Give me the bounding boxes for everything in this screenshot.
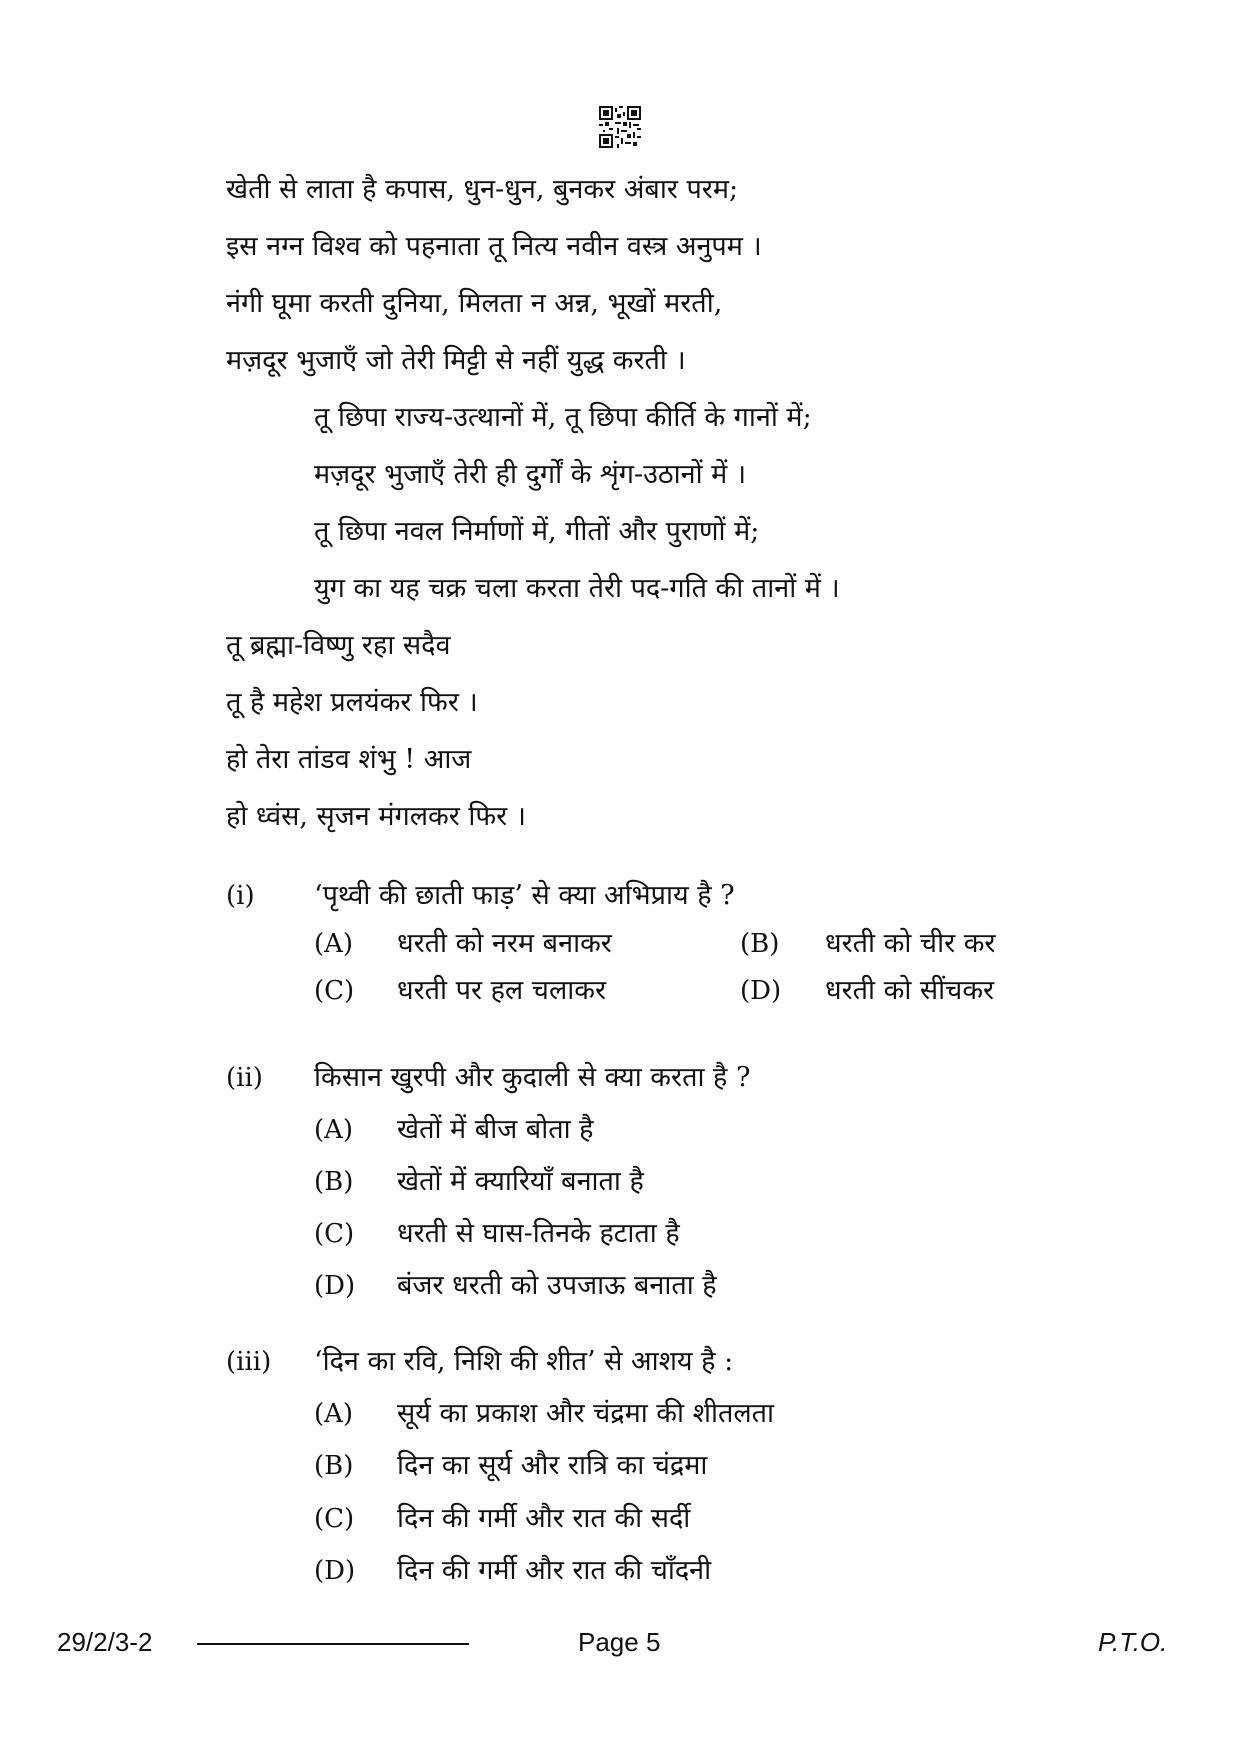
- question-number: (iii): [226, 1347, 272, 1377]
- option-label: (C): [314, 1219, 355, 1249]
- poem-line: मज़दूर भुजाएँ तेरी ही दुर्गों के शृंग-उठानों में ।: [314, 459, 747, 490]
- option-label: (D): [314, 1271, 356, 1301]
- poem-line: तू छिपा राज्य-उत्थानों में, तू छिपा कीर्ति के गानों में;: [314, 402, 812, 433]
- option-label: (B): [740, 929, 780, 959]
- option-text: धरती से घास-तिनके हटाता है: [397, 1218, 680, 1249]
- option-text: सूर्य का प्रकाश और चंद्रमा की शीतलता: [397, 1398, 775, 1429]
- option-text: बंजर धरती को उपजाऊ बनाता है: [397, 1270, 717, 1301]
- footer-divider: [197, 1643, 469, 1645]
- poem-line: खेती से लाता है कपास, धुन-धुन, बुनकर अंबार परम;: [226, 174, 739, 205]
- please-turn-over: P.T.O.: [1098, 1627, 1168, 1657]
- question-text: ‘पृथ्वी की छाती फाड़’ से क्या अभिप्राय है ?: [314, 880, 735, 911]
- qr-code-icon: [599, 106, 641, 148]
- poem-line: तू छिपा नवल निर्माणों में, गीतों और पुराणों में;: [314, 516, 760, 547]
- option-text: खेतों में बीज बोता है: [397, 1114, 594, 1145]
- option-label: (C): [314, 976, 355, 1006]
- question-text: किसान खुरपी और कुदाली से क्या करता है ?: [314, 1062, 751, 1093]
- option-text: खेतों में क्यारियाँ बनाता है: [397, 1166, 644, 1197]
- question-number: (ii): [226, 1063, 263, 1093]
- option-text: दिन का सूर्य और रात्रि का चंद्रमा: [397, 1450, 708, 1481]
- option-text: दिन की गर्मी और रात की चाँदनी: [397, 1555, 712, 1586]
- option-label: (B): [314, 1451, 354, 1481]
- question-number: (i): [226, 881, 255, 911]
- poem-line: युग का यह चक्र चला करता तेरी पद-गति की तानों में ।: [314, 573, 840, 604]
- page-number: Page 5: [578, 1627, 661, 1657]
- option-label: (A): [314, 929, 354, 959]
- option-label: (A): [314, 1399, 354, 1429]
- option-text: धरती को सींचकर: [825, 975, 995, 1006]
- poem-line: नंगी घूमा करती दुनिया, मिलता न अन्न, भूखों मरती,: [226, 288, 723, 319]
- option-label: (C): [314, 1504, 355, 1534]
- option-label: (D): [740, 976, 782, 1006]
- option-text: दिन की गर्मी और रात की सर्दी: [397, 1503, 691, 1534]
- option-text: धरती को नरम बनाकर: [397, 928, 612, 959]
- poem-line: हो ध्वंस, सृजन मंगलकर फिर ।: [226, 801, 527, 832]
- option-label: (B): [314, 1167, 354, 1197]
- poem-line: मज़दूर भुजाएँ जो तेरी मिट्टी से नहीं युद्ध करती ।: [226, 345, 686, 376]
- option-text: धरती पर हल चलाकर: [397, 975, 607, 1006]
- poem-line: इस नग्न विश्व को पहनाता तू नित्य नवीन वस्त्र अनुपम ।: [226, 231, 762, 262]
- poem-line: तू है महेश प्रलयंकर फिर ।: [226, 687, 478, 718]
- option-text: धरती को चीर कर: [825, 928, 996, 959]
- poem-line: तू ब्रह्मा-विष्णु रहा सदैव: [226, 630, 451, 661]
- paper-code: 29/2/3-2: [57, 1627, 153, 1657]
- poem-line: हो तेरा तांडव शंभु ! आज: [226, 744, 472, 775]
- option-label: (A): [314, 1115, 354, 1145]
- option-label: (D): [314, 1556, 356, 1586]
- question-text: ‘दिन का रवि, निशि की शीत’ से आशय है :: [314, 1346, 734, 1377]
